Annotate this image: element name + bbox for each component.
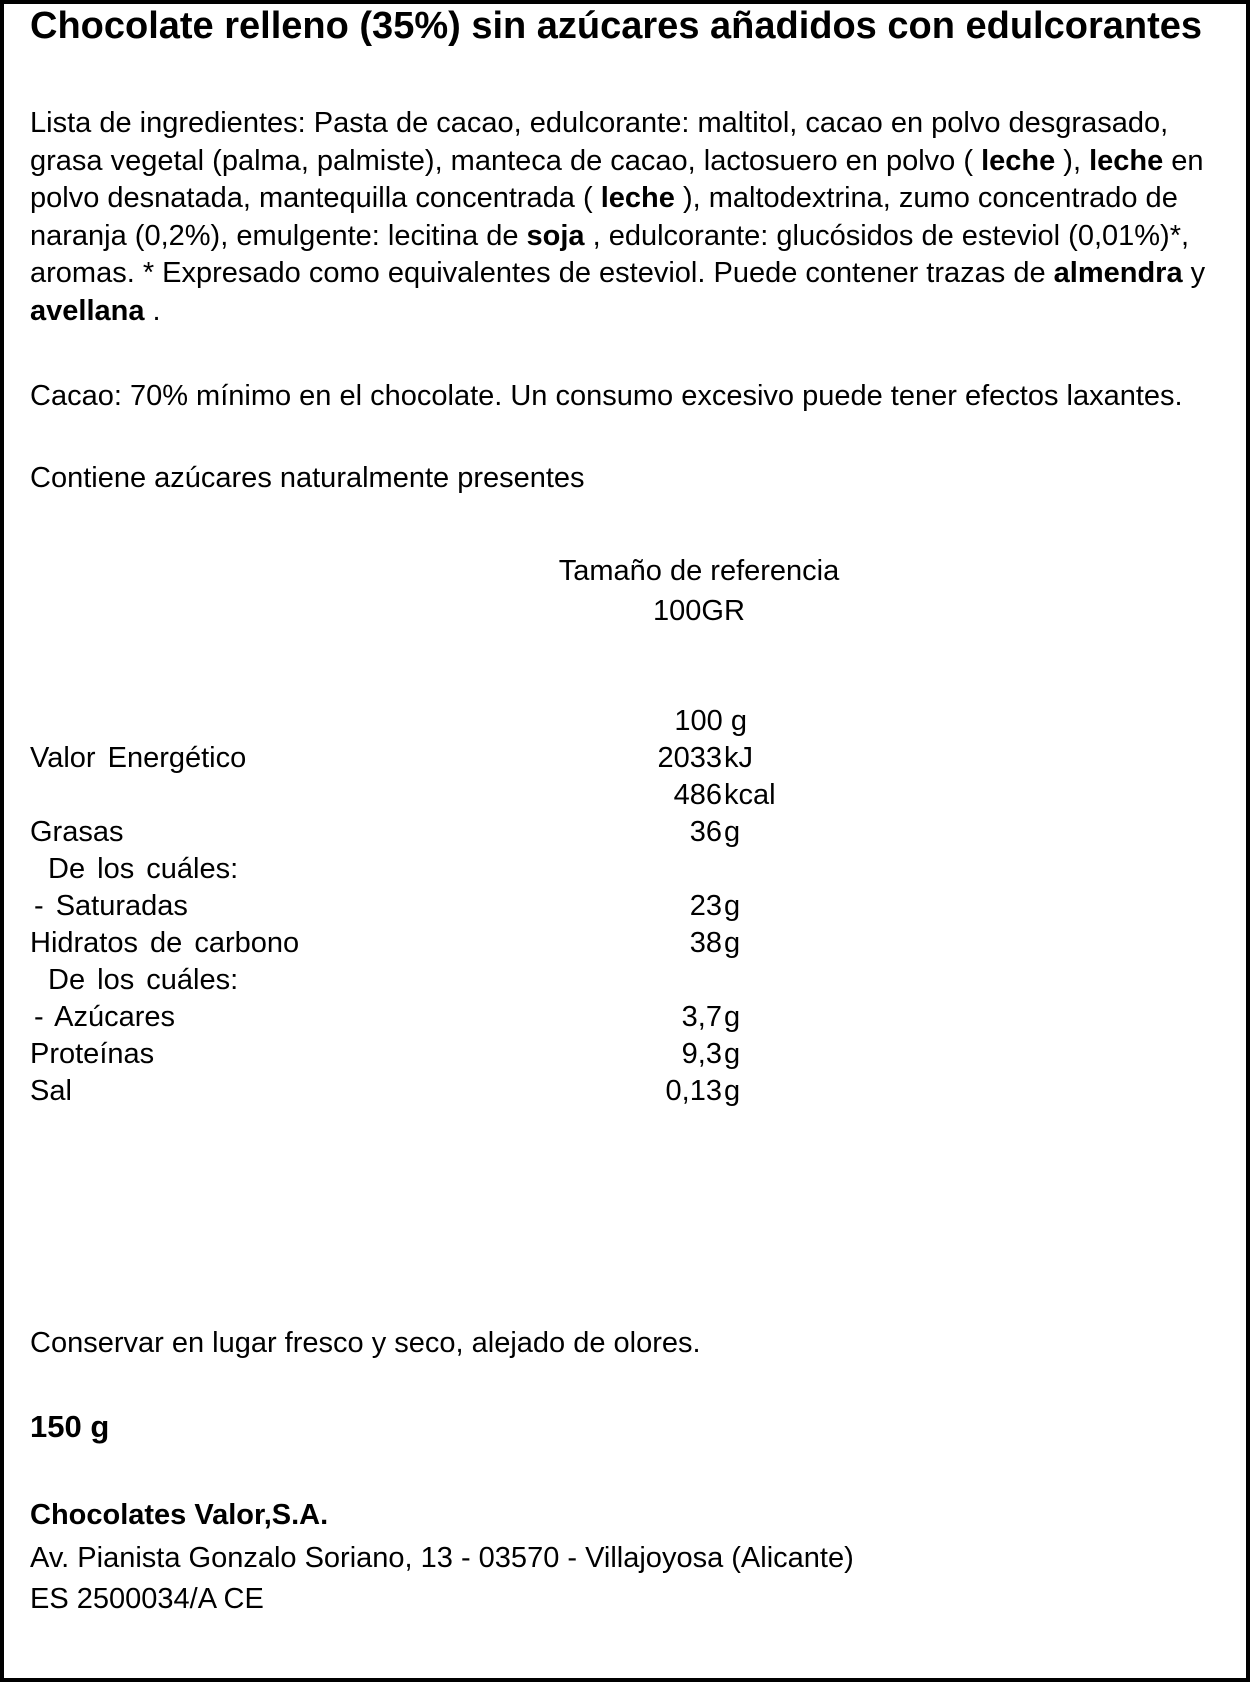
nutrient-value: 38 <box>689 927 722 959</box>
nutrient-value: 0,13 <box>665 1075 722 1107</box>
nutrient-label: De los cuáles: <box>48 964 239 996</box>
net-weight: 150 g <box>30 1409 110 1444</box>
product-title: Chocolate relleno (35%) sin azúcares añadidos con edulcorantes <box>30 5 1203 47</box>
nutrient-label: Grasas <box>30 816 124 848</box>
nutrient-value: 2033 <box>657 742 722 774</box>
reference-size-label: Tamaño de referencia <box>558 555 840 587</box>
company-address: Av. Pianista Gonzalo Soriano, 13 - 03570 - Villajoyosa (Alicante) <box>30 1542 854 1574</box>
ingredients-part: ), maltodextrina, zumo concentrado de naranja (0,2%), emulgente: lecitina de <box>30 182 1178 252</box>
nutrition-row-fat <box>4 815 1250 852</box>
nutrient-value: 36 <box>689 816 722 848</box>
nutrient-label: Valor Energético <box>30 742 247 774</box>
company-name: Chocolates Valor,S.A. <box>30 1499 329 1531</box>
ingredients-part: en polvo desnatada, mantequilla concentrada ( <box>30 144 1204 214</box>
allergen-almond: almendra <box>1053 257 1183 289</box>
allergen-milk: leche <box>981 144 1056 177</box>
nutrition-row-saturated <box>4 889 1250 926</box>
nutrient-unit: kJ <box>724 742 753 774</box>
allergen-milk: leche <box>600 182 675 214</box>
nutrient-label: Hidratos de carbono <box>30 927 300 959</box>
ingredients-list <box>30 105 1230 330</box>
nutrient-unit: g <box>724 927 741 959</box>
reference-size-value: 100GR <box>653 595 745 627</box>
ingredients-part: ), <box>1055 144 1090 177</box>
storage-instructions: Conservar en lugar fresco y seco, alejado de olores. <box>30 1327 701 1359</box>
nutrition-column-header: 100 g <box>674 705 747 737</box>
nutrient-label: - Saturadas <box>34 890 188 922</box>
nutrient-unit: g <box>724 816 741 848</box>
nutrition-row-salt <box>4 1074 1250 1111</box>
nutrient-value: 9,3 <box>681 1038 722 1070</box>
nutrient-value: 3,7 <box>681 1001 722 1033</box>
nutrient-unit: g <box>724 890 741 922</box>
nutrition-row-of-which <box>4 852 1250 889</box>
company-registry: ES 2500034/A CE <box>30 1583 264 1615</box>
nutrient-value: 23 <box>689 890 722 922</box>
ingredients-part: Lista de ingredientes: Pasta de cacao, edulcorante: maltitol, cacao en polvo desgrasado, grasa vegetal (palma, palmiste), manteca de cacao, lactosuero en polvo ( <box>30 107 1169 177</box>
nutrient-unit: g <box>724 1001 741 1033</box>
nutrition-row-energy-kj <box>4 741 1250 778</box>
nutrition-row-protein <box>4 1037 1250 1074</box>
nutrient-unit: g <box>724 1038 741 1070</box>
nutrient-label: De los cuáles: <box>48 853 239 885</box>
ingredients-part: , edulcorante: glucósidos de esteviol (0,01%)*, aromas. * Expresado como equivalentes de esteviol. Puede contener trazas de <box>30 219 1190 289</box>
nutrition-header-row <box>4 704 1250 741</box>
allergen-milk: leche <box>1089 144 1164 177</box>
nutrient-label: Proteínas <box>30 1038 155 1070</box>
nutrient-label: - Azúcares <box>34 1001 175 1033</box>
nutrition-row-sugars <box>4 1000 1250 1037</box>
ingredients-part: y <box>1182 257 1206 289</box>
nutrition-row-of-which <box>4 963 1250 1000</box>
nutrient-label: Sal <box>30 1075 72 1107</box>
ingredients-part: . <box>144 294 161 327</box>
nutrient-unit: g <box>724 1075 741 1107</box>
nutrient-unit: kcal <box>724 779 776 811</box>
nutrition-row-energy-kcal <box>4 778 1250 815</box>
nutrient-value: 486 <box>673 779 722 811</box>
allergen-soy: soja <box>526 219 585 252</box>
cacao-note: Cacao: 70% mínimo en el chocolate. Un consumo excesivo puede tener efectos laxantes. <box>30 380 1183 412</box>
allergen-hazelnut: avellana <box>30 294 145 327</box>
sugar-note: Contiene azúcares naturalmente presentes <box>30 462 585 494</box>
nutrition-row-carbohydrates <box>4 926 1250 963</box>
